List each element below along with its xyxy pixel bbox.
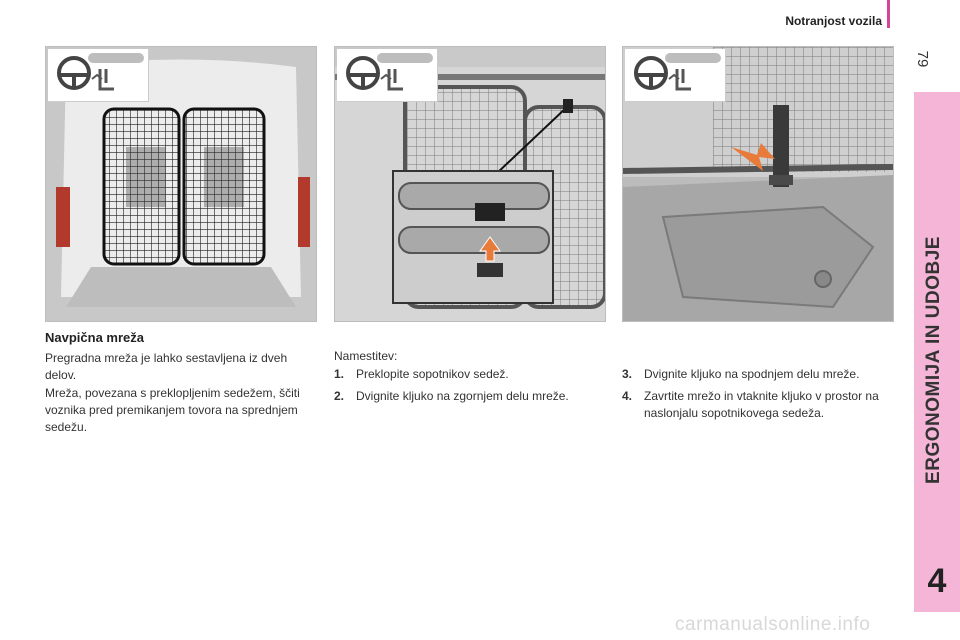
section-title: Notranjost vozila [785,14,882,28]
chapter-title: ERGONOMIJA IN UDOBJE [923,236,944,484]
steering-wheel-seat-icon [48,49,149,102]
chapter-number: 4 [927,562,947,600]
step-item [334,388,604,405]
page-number: 79 [914,50,931,68]
step-text: Zavrtite mrežo in vtaknite kljuko v prostor na naslonjalu sopotnikovega sedeža. [644,389,879,420]
steering-wheel-seat-icon [337,49,438,102]
figure-upper-hook [334,46,606,322]
step-item [622,366,892,383]
header-accent-line [887,0,890,28]
step-number: 4. [622,389,633,403]
install-intro: Namestitev: [334,349,398,363]
step-item [622,388,892,422]
section-heading: Navpična mreža [45,330,144,345]
figure-van-cargo-net [45,46,317,322]
step-item [334,366,604,383]
step-number: 2. [334,389,345,403]
step-text: Preklopite sopotnikov sedež. [356,367,509,381]
step-text: Dvignite kljuko na zgornjem delu mreže. [356,389,569,403]
step-number: 1. [334,367,345,381]
chapter-title-wrap [911,170,957,550]
step-number: 3. [622,367,633,381]
paragraph: Mreža, povezana s preklopljenim sedežem, ščiti voznika pred premikanjem tovora na sprednjem sedežu. [45,386,300,434]
paragraph: Pregradna mreža je lahko sestavljena iz dveh delov. [45,351,288,382]
figure-lower-hook [622,46,894,322]
steering-wheel-seat-icon [625,49,726,102]
step-text: Dvignite kljuko na spodnjem delu mreže. [644,367,860,381]
watermark: carmanualsonline.info [675,614,871,635]
